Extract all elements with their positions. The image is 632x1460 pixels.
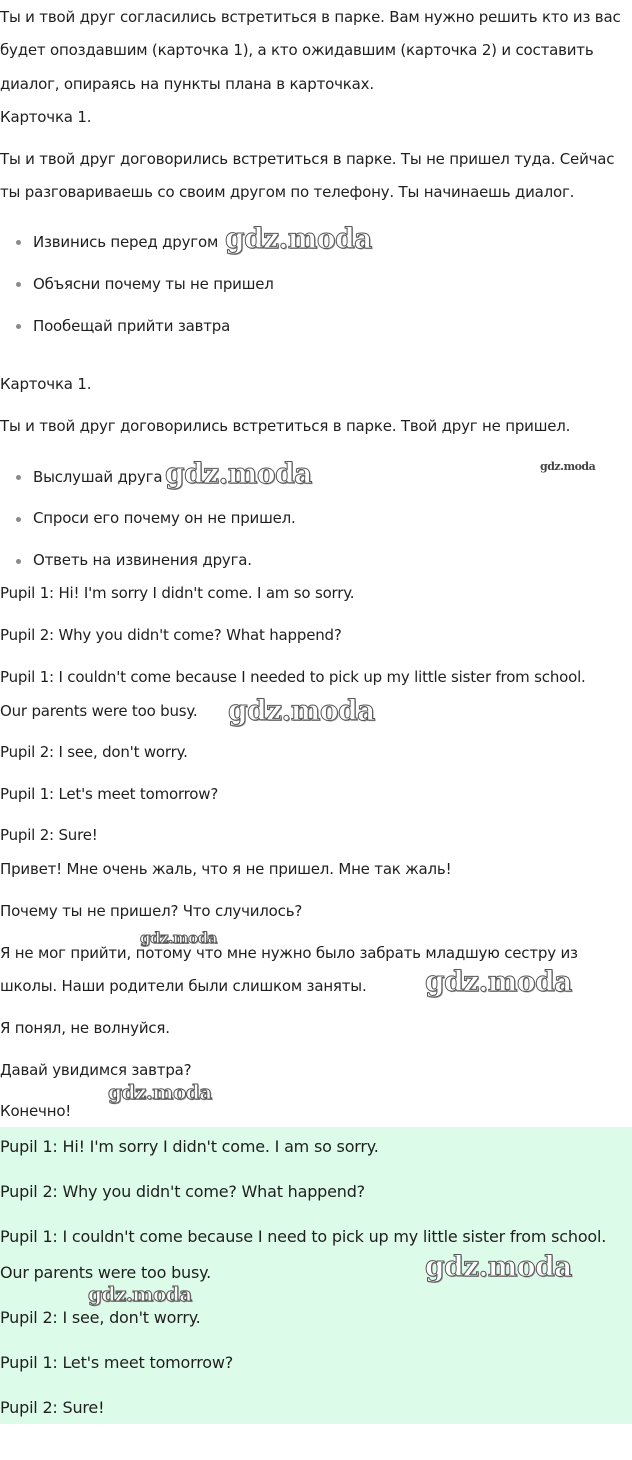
card2-item: Спроси его почему он не пришел. [33, 509, 296, 527]
dialog-en-line: Our parents were too busy. [0, 702, 198, 720]
card2-item: Ответь на извинения друга. [33, 551, 252, 569]
answer-line: Pupil 1: Hi! I'm sorry I didn't come. I am so sorry. [0, 1137, 379, 1156]
bullet-dot [16, 324, 21, 329]
dialog-en-line: Pupil 1: Let's meet tomorrow? [0, 785, 219, 803]
answer-line: Pupil 1: I couldn't come because I need to pick up my little sister from school. [0, 1227, 607, 1246]
bullet-dot [16, 475, 21, 480]
answer-line: Pupil 1: Let's meet tomorrow? [0, 1353, 234, 1372]
card2-title: Карточка 1. [0, 375, 92, 393]
dialog-ru-line: Я понял, не волнуйся. [0, 1019, 170, 1037]
card2-text-line-1: Ты и твой друг договорились встретиться в парке. Твой друг не пришел. [0, 417, 571, 435]
answer-line: Pupil 2: Why you didn't come? What happend? [0, 1182, 365, 1201]
card1-item: Извинись перед другом [33, 233, 219, 251]
watermark: gdz.moda [108, 1080, 212, 1104]
dialog-en-line: Pupil 2: I see, don't worry. [0, 743, 188, 761]
card1-item: Объясни почему ты не пришел [33, 275, 274, 293]
answer-line: Pupil 2: Sure! [0, 1398, 105, 1417]
bullet-dot [16, 240, 21, 245]
dialog-ru-line: Давай увидимся завтра? [0, 1061, 192, 1079]
watermark: gdz.moda [165, 457, 312, 490]
card1-title: Карточка 1. [0, 108, 92, 126]
answer-line: Pupil 2: I see, don't worry. [0, 1308, 201, 1327]
task-intro-line-1: Ты и твой друг согласились встретиться в парке. Вам нужно решить кто из вас [0, 8, 621, 26]
dialog-ru-line: Я не мог прийти, потому что мне нужно было забрать младшую сестру из [0, 944, 578, 962]
card1-text-line-2: ты разговариваешь со своим другом по телефону. Ты начинаешь диалог. [0, 183, 575, 201]
task-intro-line-2: будет опоздавшим (карточка 1), а кто ожидавшим (карточка 2) и составить [0, 41, 594, 59]
dialog-ru-line: Привет! Мне очень жаль, что я не пришел. Мне так жаль! [0, 860, 452, 878]
dialog-en-line: Pupil 1: Hi! I'm sorry I didn't come. I am so sorry. [0, 584, 355, 602]
bullet-dot [16, 559, 21, 564]
dialog-en-line: Pupil 2: Sure! [0, 826, 98, 844]
card1-text-line-1: Ты и твой друг договорились встретиться в парке. Ты не пришел туда. Сейчас [0, 150, 615, 168]
watermark: gdz.moda [425, 965, 572, 998]
bullet-dot [16, 517, 21, 522]
card1-item: Пообещай прийти завтра [33, 317, 231, 335]
dialog-en-line: Pupil 1: I couldn't come because I needed to pick up my little sister from school. [0, 668, 586, 686]
watermark: gdz.moda [425, 1250, 572, 1283]
watermark: gdz.moda [228, 694, 375, 727]
answer-line: Our parents were too busy. [0, 1263, 211, 1282]
dialog-ru-line: школы. Наши родители были слишком заняты. [0, 977, 367, 995]
dialog-en-line: Pupil 2: Why you didn't come? What happend? [0, 626, 342, 644]
watermark: gdz.moda [88, 1282, 192, 1306]
dialog-ru-line: Почему ты не пришел? Что случилось? [0, 902, 303, 920]
task-intro-line-3: диалог, опираясь на пункты плана в карточках. [0, 75, 374, 93]
card2-item: Выслушай друга [33, 468, 163, 486]
dialog-ru-line: Конечно! [0, 1102, 72, 1120]
bullet-dot [16, 282, 21, 287]
watermark: gdz.moda [540, 460, 596, 473]
watermark: gdz.moda [225, 222, 372, 255]
watermark: gdz.moda [140, 929, 217, 947]
